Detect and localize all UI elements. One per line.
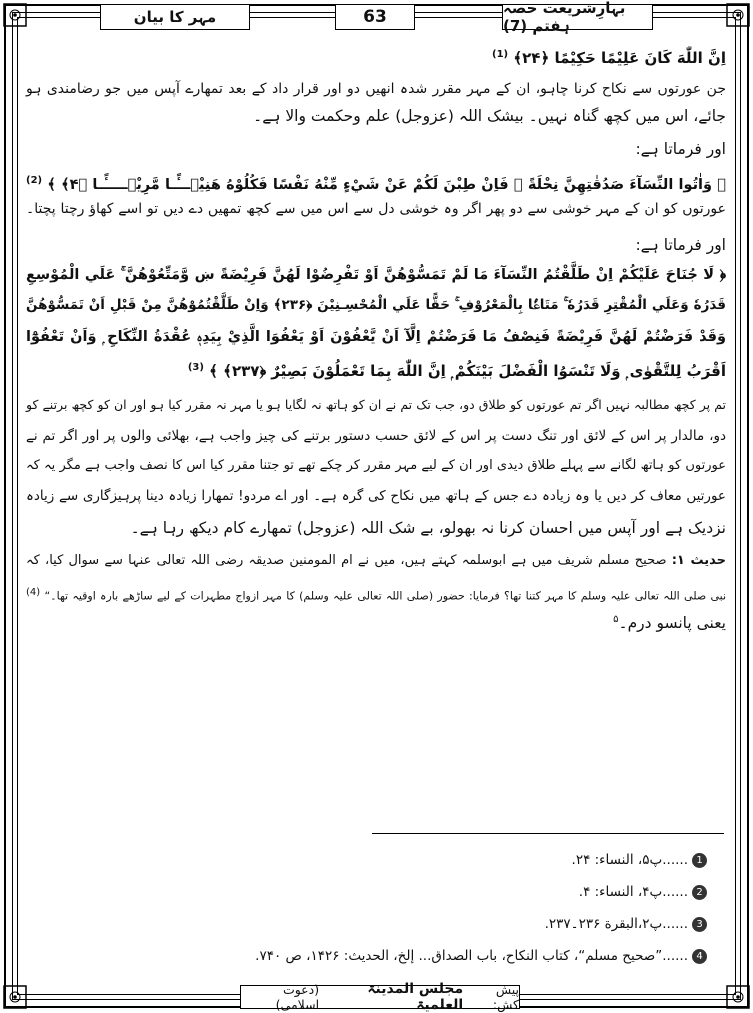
footnote-ref: (3) bbox=[187, 362, 204, 373]
footnote-ref: (2) bbox=[26, 175, 43, 186]
hadith-line bbox=[26, 551, 726, 571]
prose-line: اور فرماتا ہے: bbox=[635, 140, 726, 158]
prose-line: عورتوں کو ہاتھ لگانے سے پہلے طلاق دیدی اور ان کے لیے مہر مقرر کر چکے تھے تو جتنا مقرر کیا اس کا نصف واجب ہے مگر یہ کہ bbox=[26, 458, 726, 473]
footnote-item bbox=[579, 884, 707, 900]
hadith-text: صحیح مسلم شریف میں ہے ابوسلمہ کہتے ہیں، میں نے ام المومنین صدیقہ رضی اللہ تعالی عنہا سے سوال کیا، کہ bbox=[26, 553, 667, 568]
ayah-text: اَقْرَبُ لِلتَّقْوٰى ۭ وَلَا تَنْسَوُا الْفَضْلَ بَيْنَكُمْ ۭ اِنَّ اللّٰهَ بِمَا تَعْمَلُوْنَ بَصِيْرٌ ﴿۲۳۷﴾ ﴾ bbox=[209, 362, 726, 380]
footer-org: مجلس المدینۃ العلمیۃ bbox=[367, 981, 464, 1013]
prose-line: نزدیک ہے اور آپس میں احسان کرنا نہ بھولو، بے شک اللہ (عزوجل) تمھارے کام دیکھ رہا ہے۔ bbox=[130, 519, 726, 537]
prose-line bbox=[26, 610, 726, 633]
prose-line: عورتیں معاف کر دیں یا وہ زیادہ دے جس کے ہاتھ میں نکاح کی گرہ ہے۔ اور اے مردو! تمھارا زیادہ دینا پرہیزگاری سے زیادہ bbox=[26, 488, 726, 504]
footnote-item bbox=[572, 852, 707, 868]
corner-ornament-top-right bbox=[725, 2, 751, 28]
footnote-rule bbox=[372, 833, 724, 834]
footnote-text: ......پ۵، النساء: ۲۴. bbox=[571, 852, 688, 868]
prose-line: جائے، اس میں کچھ گناہ نہیں۔ بیشک اللہ (عزوجل) علم وحکمت والا ہے۔ bbox=[253, 107, 726, 125]
page-number: 63 bbox=[335, 4, 415, 30]
ayah-line bbox=[26, 45, 726, 68]
footnote-text: ......”صحيح مسلم“، كتاب النكاح، باب الصداق... إلخ، الحديث: ۱۴۲۶، ص ۷۴۰. bbox=[255, 948, 688, 964]
page-header bbox=[100, 0, 653, 35]
ayah-line bbox=[26, 171, 726, 195]
ayah-line: ﴿ لَا جُنَاحَ عَلَيْكُمْ اِنْ طَلَّقْتُمُ النِّسَآءَ مَا لَمْ تَمَسُّوْھُنَّ اَوْ تَفْرِضُوْا لَھُنَّ فَرِيْضَةً ښ وَّمَتِّعُوْھُنَّ ۚ عَلَي الْمُوْسِعِ bbox=[26, 267, 726, 283]
corner-ornament-bottom-left bbox=[2, 984, 28, 1010]
footnote-item bbox=[255, 948, 707, 964]
footnote-item bbox=[545, 916, 707, 932]
prose-line: عورتوں کو ان کے مہر خوشی سے دو پھر اگر وہ خوشی دل سے اس میں سے کچھ تمھیں دے دیں تو اسے کھاؤ رچتا پچتا۔ bbox=[26, 201, 726, 217]
ayah-line: قَدَرُهٗ وَعَلَي الْمُقْتِرِ قَدَرُهٗ ۚ مَتَاعًۢا بِالْمَعْرُوْفِ ۚ حَقًّا عَلَي الْمُحْسِـنِيْنَ ﴿۲۳۶﴾ وَاِنْ طَلَّقْتُمُوْھُنَّ مِنْ قَبْلِ اَنْ تَمَسُّوْھُنَّ bbox=[26, 297, 726, 313]
footnote-ref: (4) bbox=[26, 587, 41, 598]
footnote-number: 2 bbox=[692, 885, 707, 900]
prose-line: تم پر کچھ مطالبہ نہیں اگر تم عورتوں کو طلاق دو، جب تک تم نے ان کو ہاتھ نہ لگایا ہو یا مہر نہ مقرر کیا ہو اور ان کو کچھ برتنے کو bbox=[26, 397, 726, 412]
footnote-number: 4 bbox=[692, 949, 707, 964]
footnote-number: 3 bbox=[692, 917, 707, 932]
prose-line: اور فرماتا ہے: bbox=[635, 236, 726, 254]
superscript-note: ۵ bbox=[613, 614, 619, 625]
footnote-text: ......پ۲،البقرة ۲۳۶۔۲۳۷. bbox=[544, 916, 688, 932]
ayah-text: اِنَّ اللّٰهَ كَانَ عَلِيْمًا حَكِيْمًا ﴿۲۴﴾ bbox=[513, 49, 726, 67]
footnote-text: ......پ۴، النساء: ۴. bbox=[578, 884, 688, 900]
prose-line: جن عورتوں سے نکاح کرنا چاہو، ان کے مہر مقرر شدہ انھیں دو اور قرار داد کے بعد تمھارے آپس میں جو رضامندی ہو bbox=[26, 81, 726, 97]
ayah-line: وَقَدْ فَرَضْتُمْ لَھُنَّ فَرِيْضَةً فَنِصْفُ مَا فَرَضْتُمْ اِلَّآ اَنْ يَّعْفُوْنَ اَوْ يَعْفُوَا الَّذِيْ بِيَدِهٖ عُقْدَةُ النِّكَاحِ ۭ وَاَنْ تَعْفُوْٓا bbox=[26, 329, 726, 345]
ayah-text: ﴿ وَاٰتُوا النِّسَآءَ صَدُقٰتِهِنَّ نِحْلَةً ۭ فَاِنْ طِبْنَ لَكُمْ عَنْ شَيْءٍ مِّنْهُ نَفْسًا فَكُلُوْهُ هَنِيْۗـــًٔـا مَّرِيْۗـــــًٔـا ﴿۴﴾ ﴾ bbox=[47, 176, 726, 193]
chapter-title: مہر کا بیان bbox=[100, 4, 250, 30]
book-title: بہارِشریعت حصہ ہفتم (7) bbox=[502, 4, 653, 30]
prose-text: یعنی پانسو درم۔ bbox=[618, 614, 726, 633]
ayah-line bbox=[26, 358, 726, 381]
prose-line: دو، مالدار پر اس کے لائق اور تنگ دست پر اس کے لائق حسب دستور برتنے کی چیز واجب ہے، بھلائی والوں پر اور اگر تم نے bbox=[26, 428, 726, 444]
prose-line bbox=[26, 583, 726, 607]
corner-ornament-bottom-right bbox=[725, 984, 751, 1010]
footnote-ref: (1) bbox=[492, 49, 509, 60]
page-footer bbox=[240, 981, 520, 1013]
page-border-inner-2 bbox=[17, 17, 736, 995]
hadith-heading: حدیث ۱: bbox=[671, 553, 726, 568]
footer-presenter: پیش کش: bbox=[492, 982, 519, 1012]
footnote-number: 1 bbox=[692, 853, 707, 868]
prose-text: نبی صلی اللہ تعالی علیہ وسلم کا مہر کتنا تھا؟ فرمایا: حضور (صلی اللہ تعالی علیہ وسلم) کا مہر ازواج مطہرات کے لیے ساڑھے بارہ اوقیہ تھا۔“ bbox=[44, 589, 727, 603]
corner-ornament-top-left bbox=[2, 2, 28, 28]
footer-sub: (دعوت اسلامی) bbox=[275, 982, 320, 1012]
